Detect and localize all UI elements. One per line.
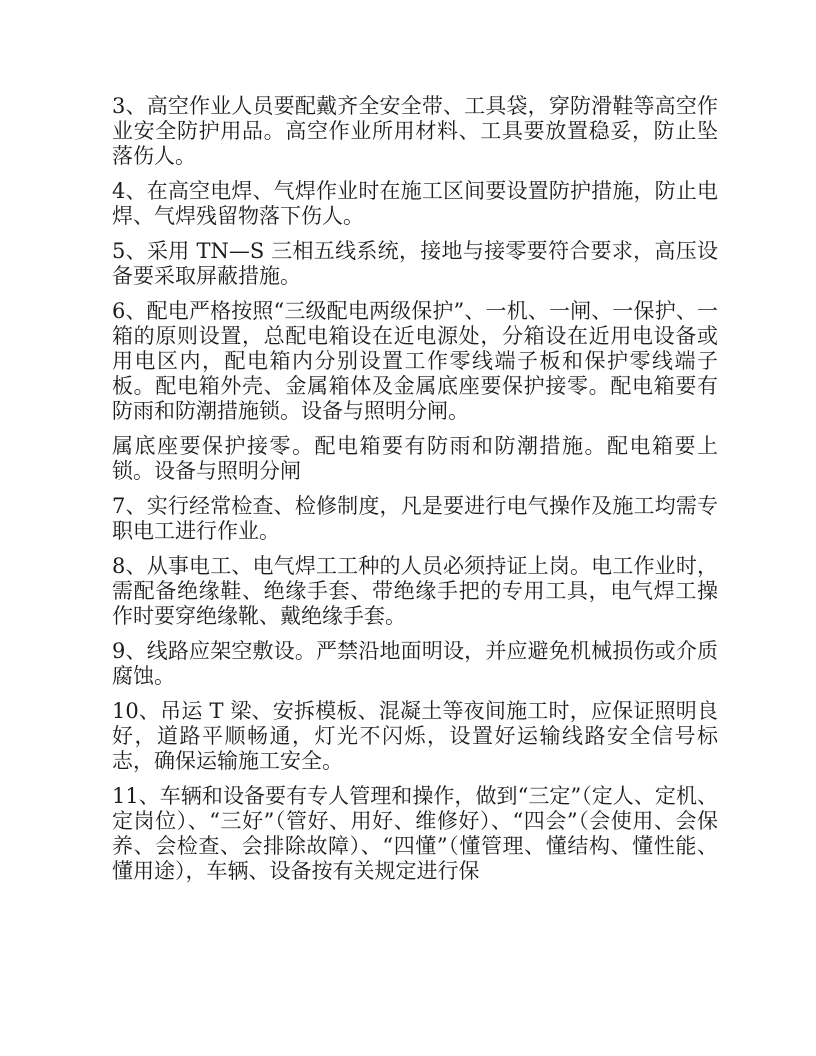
paragraph-9: 9、线路应架空敷设。严禁沿地面明设，并应避免机械损伤或介质腐蚀。 [112, 639, 718, 688]
paragraph-6-continuation: 属底座要保护接零。配电箱要有防雨和防潮措施。配电箱要上锁。设备与照明分闸 [112, 434, 718, 483]
paragraph-11: 11、车辆和设备要有专人管理和操作，做到“三定”（定人、定机、定岗位）、“三好”（管好、用好、维修好）、“四会”（会使用、会保养、会检查、会排除故障）、“四懂”（懂管理、懂结构、懂性能、懂用途），车辆、设备按有关规定进行保 [112, 784, 718, 883]
paragraph-5: 5、采用 TN—S 三相五线系统，接地与接零要符合要求，高压设备要采取屏蔽措施。 [112, 239, 718, 288]
document-body [112, 94, 718, 894]
paragraph-10: 10、吊运 T 梁、安拆模板、混凝土等夜间施工时，应保证照明良好，道路平顺畅通，灯光不闪烁，设置好运输线路安全信号标志，确保运输施工安全。 [112, 699, 718, 773]
paragraph-6: 6、配电严格按照“三级配电两级保护”、一机、一闸、一保护、一箱的原则设置，总配电箱设在近电源处，分箱设在近用电设备或用电区内，配电箱内分别设置工作零线端子板和保护零线端子板。配电箱外壳、金属箱体及金属底座要保护接零。配电箱要有防雨和防潮措施锁。设备与照明分闸。 [112, 299, 718, 423]
paragraph-3: 3、高空作业人员要配戴齐全安全带、工具袋，穿防滑鞋等高空作业安全防护用品。高空作业所用材料、工具要放置稳妥，防止坠落伤人。 [112, 94, 718, 168]
paragraph-8: 8、从事电工、电气焊工工种的人员必须持证上岗。电工作业时，需配备绝缘鞋、绝缘手套、带绝缘手把的专用工具，电气焊工操作时要穿绝缘靴、戴绝缘手套。 [112, 554, 718, 628]
paragraph-7: 7、实行经常检查、检修制度，凡是要进行电气操作及施工均需专职电工进行作业。 [112, 494, 718, 543]
paragraph-4: 4、在高空电焊、气焊作业时在施工区间要设置防护措施，防止电焊、气焊残留物落下伤人。 [112, 179, 718, 228]
